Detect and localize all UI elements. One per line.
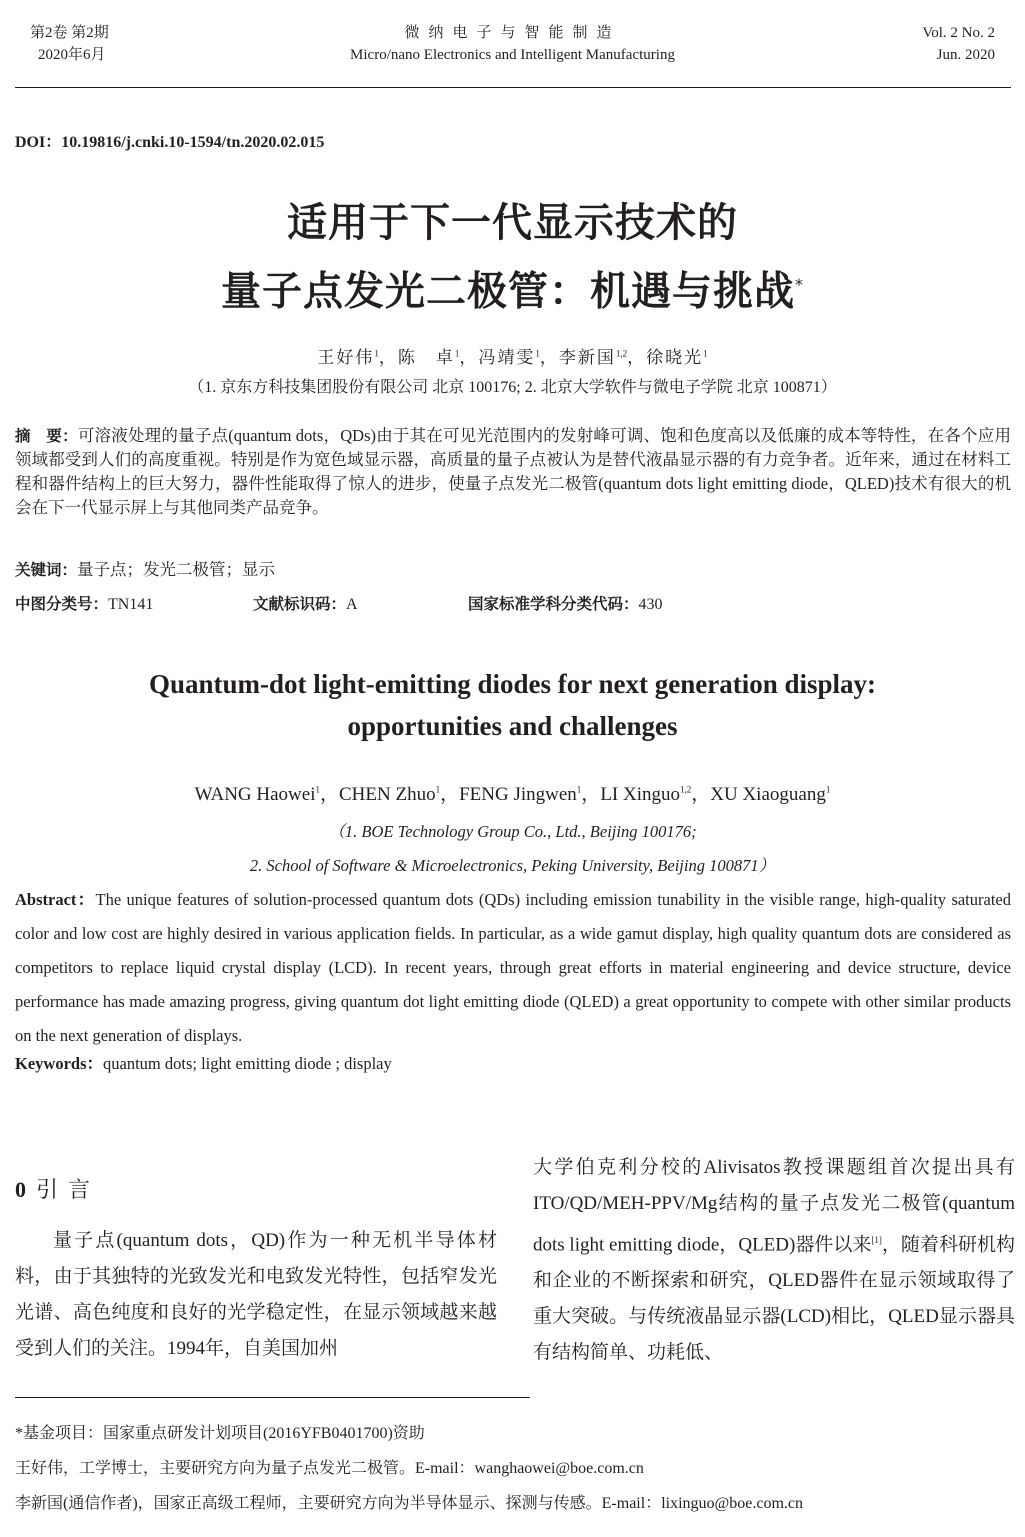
keywords-en-text: quantum dots; light emitting diode ; display: [103, 1054, 392, 1073]
author-cn: 陈 卓$^1$: [397, 348, 460, 367]
author-cn: 徐晓光$^1$: [646, 348, 708, 367]
title-cn: [0, 192, 1025, 322]
funding-mark: *: [795, 275, 804, 294]
header-divider: [15, 87, 1011, 88]
affiliation-en-line2: 2. School of Software & Microelectronics, Peking University, Beijing 100871）: [249, 856, 776, 875]
keywords-en: [15, 1052, 1011, 1076]
author-cn: 冯靖雯$^1$: [478, 348, 540, 367]
journal-issue-en: [922, 22, 995, 66]
title-cn-line1: 适用于下一代显示技术的: [287, 200, 738, 246]
footnote-divider: [15, 1397, 530, 1398]
keywords-cn: [15, 558, 1011, 582]
author-en: WANG Haowei$^1$: [194, 784, 320, 805]
title-cn-line2: 量子点发光二极管：机遇与挑战*: [221, 268, 804, 315]
volume-issue-cn: 第2卷 第2期: [30, 25, 109, 41]
document-code: 文献标识码：A: [253, 595, 358, 613]
abstract-en-label: Abstract：: [15, 890, 96, 909]
body-column-right: 大学伯克利分校的Alivisatos教授课题组首次提出具有ITO/QD/MEH-PPV/Mg结构的量子点发光二极管(quantum dots light emitting diode，QLED)器件以来[1]，随着科研机构和企业的不断探索和研究，QLED器件在显示领域取得了重大突破。与传统液晶显示器(LCD)相比，QLED显示器具有结构简单、功耗低、: [533, 1157, 1015, 1364]
abstract-cn-text: 可溶液处理的量子点(quantum dots，QDs)由于其在可见光范围内的发射峰可调、饱和色度高以及低廉的成本等特性，在各个应用领域都受到人们的高度重视。特别是作为宽色域显示器，高质量的量子点被认为是替代液晶显示器的有力竞争者。近年来，通过在材料工程和器件结构上的巨大努力，器件性能取得了惊人的进步，使量子点发光二极管(quantum dots light emitting diode，QLED)技术有很大的机会在下一代显示屏上与其他同类产品竞争。: [15, 426, 1011, 517]
abstract-cn-label: 摘 要：: [15, 427, 78, 445]
author-cn: 李新国$^{1,2}$: [558, 348, 628, 367]
footnote-funding: *基金项目：国家重点研发计划项目(2016YFB0401700)资助: [15, 1425, 425, 1442]
author-en: FENG Jingwen$^1$: [459, 784, 582, 805]
title-en: [0, 663, 1025, 747]
discipline-code: 国家标准学科分类代码：430: [468, 595, 663, 613]
journal-name-cn: 微纳电子与智能制造: [404, 25, 621, 41]
section-heading: [15, 1173, 100, 1204]
authors-cn: 王好伟$^1$，陈 卓$^1$，冯靖雯$^1$，李新国$^{1,2}$，徐晓光$^1$: [317, 348, 708, 367]
citation-ref[interactable]: [1]: [871, 1235, 882, 1245]
footnote-author1: 王好伟，工学博士，主要研究方向为量子点发光二极管。E-mail：wanghaowei@boe.com.cn: [15, 1460, 644, 1477]
section-number: 0: [15, 1177, 26, 1202]
doi: DOI：10.19816/j.cnki.10-1594/tn.2020.02.015: [15, 134, 325, 151]
date-cn: 2020年6月: [38, 47, 106, 63]
date-en: Jun. 2020: [936, 47, 995, 63]
footnote-author2: 李新国(通信作者)，国家正高级工程师，主要研究方向为半导体显示、探测与传感。E-mail：lixinguo@boe.com.cn: [15, 1495, 804, 1512]
body-column-left: 量子点(quantum dots，QD)作为一种无机半导体材料，由于其独特的光致发光和电致发光特性，包括窄发光光谱、高色纯度和良好的光学稳定性，在显示领域越来越受到人们的关注。1994年，自美国加州: [15, 1230, 497, 1359]
journal-name-en: Micro/nano Electronics and Intelligent Manufacturing: [350, 47, 675, 63]
volume-issue-en: Vol. 2 No. 2: [922, 25, 995, 41]
affiliation-cn: （1. 京东方科技集团股份有限公司 北京 100176; 2. 北京大学软件与微电子学院 北京 100871）: [188, 379, 837, 396]
keywords-cn-label: 关键词：: [15, 561, 78, 579]
authors-en: WANG Haowei$^1$，CHEN Zhuo$^1$，FENG Jingwen$^1$，LI Xinguo$^{1,2}$，XU Xiaoguang$^1$: [194, 784, 831, 805]
journal-name: [0, 22, 1025, 66]
abstract-cn: [15, 424, 1011, 520]
abstract-en-text: The unique features of solution-processed quantum dots (QDs) including emission tunability in the visible range, high-quality saturated color and low cost are highly desired in various application fields. In particular, as a wide gamut display, high quality quantum dots are considered as competitors to replace liquid crystal display (LCD). In recent years, through great efforts in material engineering and device structure, device performance has made amazing progress, giving quantum dot light emitting diode (QLED) a great opportunity to compete with other similar products on the next generation of displays.: [15, 890, 1011, 1045]
keywords-en-label: Keywords：: [15, 1054, 103, 1073]
author-cn: 王好伟$^1$: [317, 348, 379, 367]
author-en: CHEN Zhuo$^1$: [339, 784, 441, 805]
section-title: 引言: [36, 1177, 101, 1202]
keywords-cn-text: 量子点；发光二极管；显示: [77, 560, 276, 579]
author-en: XU Xiaoguang$^1$: [710, 784, 831, 805]
abstract-en: [15, 883, 1011, 1053]
author-en: LI Xinguo$^{1,2}$: [600, 784, 692, 805]
title-en-line2: opportunities and challenges: [347, 711, 678, 741]
affiliation-en-line1: （1. BOE Technology Group Co., Ltd., Beijing 100176;: [328, 822, 697, 841]
title-en-line1: Quantum-dot light-emitting diodes for next generation display:: [148, 669, 877, 699]
clc-code: 中图分类号：TN141: [15, 595, 154, 613]
